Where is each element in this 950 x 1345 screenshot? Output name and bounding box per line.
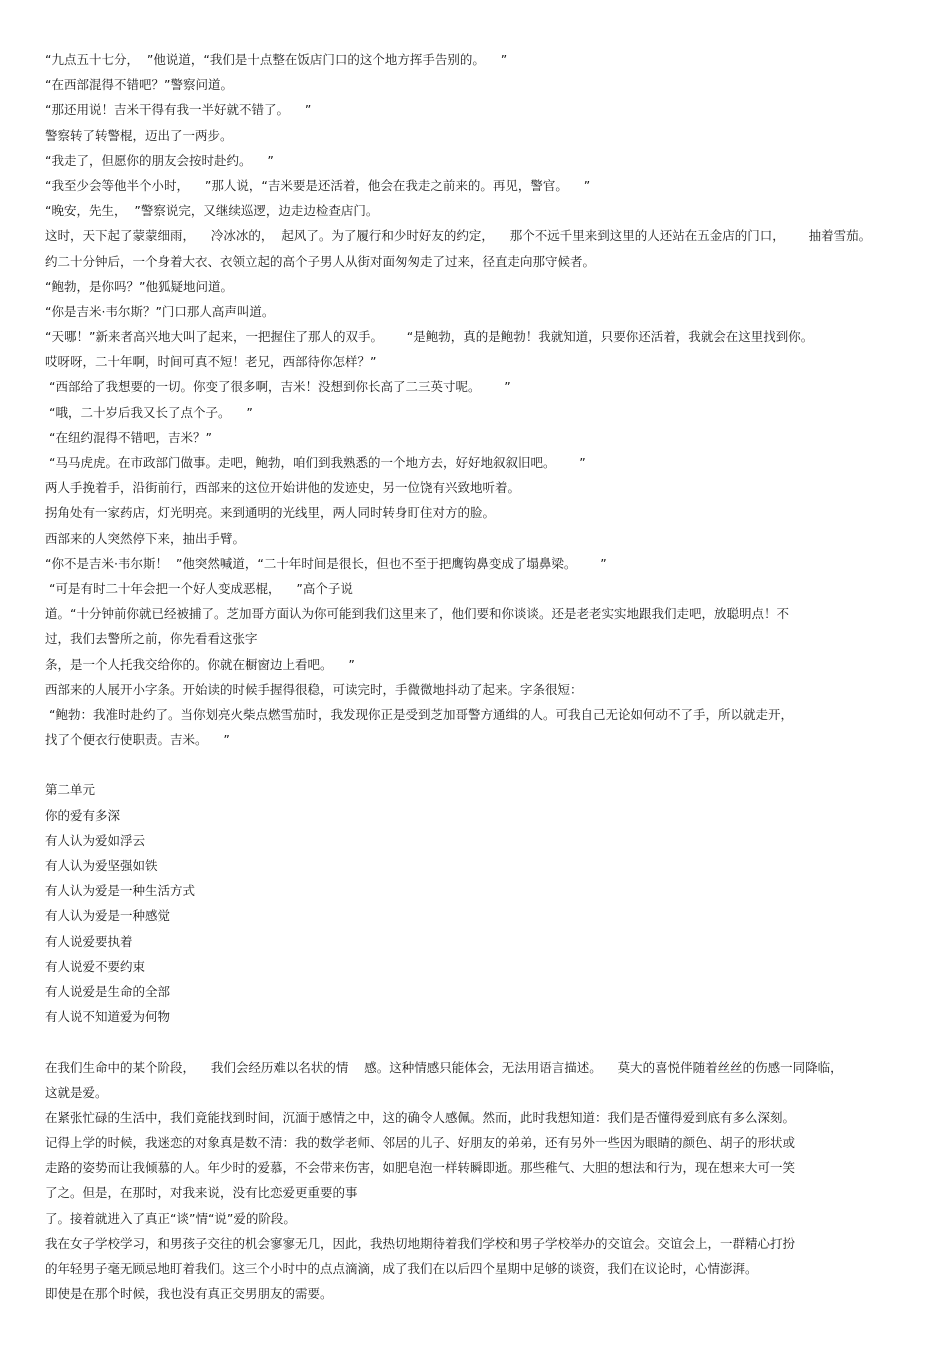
text-line: 拐角处有一家药店，灯光明亮。来到通明的光线里，两人同时转身盯住对方的脸。 xyxy=(45,505,496,521)
text-line: “西部给了我想要的一切。你变了很多啊，吉米！没想到你长高了二三英寸呢。 ” xyxy=(45,379,511,395)
text-line: “鲍勃，是你吗？”他狐疑地问道。 xyxy=(45,278,233,294)
text-line: 第二单元 xyxy=(45,782,96,798)
text-line: 的年轻男子毫无顾忌地盯着我们。这三个小时中的点点滴滴，成了我们在以后四个星期中足够的谈资，我们在议论时，心情澎湃。 xyxy=(45,1261,758,1276)
text-line: 即使是在那个时候，我也没有真正交男朋友的需要。 xyxy=(45,1286,333,1302)
text-line: “天哪！”新来者高兴地大叫了起来，一把握住了那人的双手。 “是鲍勃，真的是鲍勃！我就知道，只要你还活着，我就会在这里找到你。 xyxy=(45,329,814,345)
text-line: “马马虎虎。在市政部门做事。走吧，鲍勃，咱们到我熟悉的一个地方去，好好地叙叙旧吧。 ” xyxy=(45,455,586,470)
text-line: “你是吉米·韦尔斯？”门口那人高声叫道。 xyxy=(45,303,275,319)
text-line: “你不是吉米·韦尔斯！ ”他突然喊道，“二十年时间是很长，但也不至于把鹰钩鼻变成了塌鼻梁。 ” xyxy=(45,555,607,571)
text-line: 有人认为爱是一种感觉 xyxy=(45,908,171,924)
text-line: 在紧张忙碌的生活中，我们竟能找到时间，沉湎于感情之中，这的确令人感佩。然而，此时我想知道：我们是否懂得爱到底有多么深刻。 xyxy=(45,1109,796,1125)
text-line: “那还用说！吉米干得有我一半好就不错了。 ” xyxy=(45,102,312,118)
text-line: “哦，二十岁后我又长了点个子。 ” xyxy=(45,404,253,420)
text-line: 有人认为爱坚强如铁 xyxy=(45,858,158,873)
document-body xyxy=(45,47,925,1306)
blank-line xyxy=(45,752,925,777)
text-line: “我走了，但愿你的朋友会按时赴约。 ” xyxy=(45,152,274,168)
text-line: 有人认为爱是一种生活方式 xyxy=(45,883,196,899)
text-line: 了。接着就进入了真正“谈”情“说”爱的阶段。 xyxy=(45,1210,296,1226)
text-line: 道。“十分钟前你就已经被捕了。芝加哥方面认为你可能到我们这里来了，他们要和你谈谈。还是老老实实地跟我们走吧，放聪明点！不 xyxy=(45,606,789,622)
text-line: 哎呀呀，二十年啊，时间可真不短！老兄，西部待你怎样？” xyxy=(45,354,377,370)
blank-line xyxy=(45,1029,925,1054)
text-line: “在纽约混得不错吧，吉米？” xyxy=(45,429,212,445)
text-line: 这就是爱。 xyxy=(45,1084,108,1100)
text-line: “我至少会等他半个小时， ”那人说，“吉米要是还活着，他会在我走之前来的。再见，警官。 ” xyxy=(45,177,591,193)
text-line: 西部来的人展开小字条。开始读的时候手握得很稳，可读完时，手微微地抖动了起来。字条很短： xyxy=(45,681,583,697)
text-line: 有人说不知道爱为何物 xyxy=(45,1009,171,1025)
text-line: “在西部混得不错吧？”警察问道。 xyxy=(45,77,233,93)
text-line: 了之。但是，在那时，对我来说，没有比恋爱更重要的事 xyxy=(45,1185,358,1201)
text-line: “鲍勃：我准时赴约了。当你划亮火柴点燃雪茄时，我发现你正是受到芝加哥警方通缉的人。可我自己无论如何动不了手，所以就走开， xyxy=(45,706,793,722)
text-line: 走路的姿势而让我倾慕的人。年少时的爱慕，不会带来伤害，如肥皂泡一样转瞬即逝。那些稚气、大胆的想法和行为，现在想来大可一笑 xyxy=(45,1160,796,1176)
text-line: “可是有时二十年会把一个好人变成恶棍， ”高个子说 xyxy=(45,580,353,596)
text-line: 你的爱有多深 xyxy=(45,807,121,823)
text-line: 这时，天下起了蒙蒙细雨， 冷冰冰的， 起风了。为了履行和少时好友的约定， 那个不远千里来到这里的人还站在五金店的门口， 抽着雪茄。 xyxy=(45,228,872,244)
text-line: 我在女子学校学习，和男孩子交往的机会寥寥无几，因此，我热切地期待着我们学校和男子学校举办的交谊会。交谊会上，一群精心打扮 xyxy=(45,1235,796,1251)
text-line: 过，我们去警所之前，你先看看这张字 xyxy=(45,631,258,647)
text-line: 在我们生命中的某个阶段， 我们会经历难以名状的情 感。这种情感只能体会，无法用语言描述。 莫大的喜悦伴随着丝丝的伤感一同降临， xyxy=(45,1059,843,1075)
text-line: 西部来的人突然停下来，抽出手臂。 xyxy=(45,530,246,546)
text-line: 约二十分钟后，一个身着大衣、衣领立起的高个子男人从街对面匆匆走了过来，径直走向那守候者。 xyxy=(45,253,596,269)
text-line: 记得上学的时候，我迷恋的对象真是数不清：我的数学老师、邻居的儿子、好朋友的弟弟，还有另外一些因为眼睛的颜色、胡子的形状或 xyxy=(45,1135,796,1151)
text-line: 警察转了转警棍，迈出了一两步。 xyxy=(45,127,233,143)
text-line: 两人手挽着手，沿街前行，西部来的这位开始讲他的发迹史，另一位饶有兴致地听着。 xyxy=(45,480,521,496)
text-line: 有人说爱不要约束 xyxy=(45,958,146,974)
text-line: 有人说爱是生命的全部 xyxy=(45,983,171,999)
text-line: 有人说爱要执着 xyxy=(45,933,133,949)
text-line: 有人认为爱如浮云 xyxy=(45,832,146,848)
text-line: 找了个便衣行使职责。吉米。 ” xyxy=(45,732,230,748)
text-line: 条，是一个人托我交给你的。你就在橱窗边上看吧。 ” xyxy=(45,656,355,672)
text-line: “晚安，先生， ”警察说完，又继续巡逻，边走边检查店门。 xyxy=(45,203,379,219)
text-line: “九点五十七分， ”他说道，“我们是十点整在饭店门口的这个地方挥手告别的。 ” xyxy=(45,52,508,67)
